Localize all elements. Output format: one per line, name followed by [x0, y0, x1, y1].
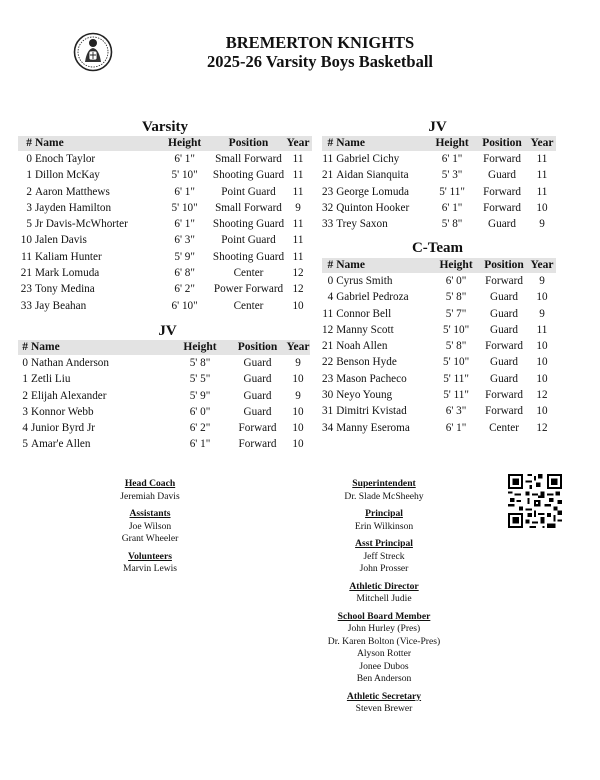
player-height: 5' 11": [443, 389, 469, 402]
player-number: 11: [322, 307, 334, 320]
player-number: 33: [20, 299, 32, 312]
superintendent-label: Superintendent: [352, 478, 416, 489]
player-height: 5' 3": [441, 169, 463, 182]
player-name: Aidan Sianquita: [336, 169, 409, 182]
athletic-director-label: Athletic Director: [349, 580, 419, 592]
player-year: 10: [292, 422, 304, 435]
player-height: 6' 2": [174, 283, 195, 296]
player-year: 12: [292, 267, 304, 280]
player-position: Forward: [485, 275, 523, 287]
player-height: 6' 0": [189, 405, 211, 418]
player-height: 5' 10": [171, 201, 198, 214]
table-row: [322, 387, 556, 403]
assistant-coach-name: Joe Wilson: [128, 520, 172, 532]
player-height: 6' 2": [189, 422, 211, 435]
col-header-year: Year: [528, 258, 556, 273]
player-name: Gabriel Pedroza: [336, 291, 409, 304]
table-row: [322, 273, 556, 289]
player-position: Forward: [483, 201, 521, 214]
table-row: [18, 371, 310, 387]
principal-label: Principal: [365, 508, 403, 519]
player-name: Jr Davis-McWhorter: [34, 218, 128, 231]
player-number: 21: [322, 340, 334, 353]
player-height: 5' 8": [445, 340, 467, 353]
table-row: [18, 232, 312, 248]
player-number: 11: [322, 153, 334, 165]
player-number: 5: [22, 438, 28, 451]
col-header-name: Name: [336, 258, 432, 273]
col-header-num: #: [18, 136, 35, 151]
table-row: [322, 200, 556, 216]
player-height: 5' 10": [171, 169, 198, 182]
player-year: 10: [536, 340, 548, 353]
player-name: Jay Beahan: [34, 299, 87, 312]
table-row: [18, 355, 310, 371]
player-name: Tony Medina: [34, 283, 95, 296]
cteam-roster-table: [322, 258, 556, 436]
player-name: Mason Pacheco: [336, 372, 407, 385]
col-header-name: Name: [31, 340, 171, 355]
school-board-label: School Board Member: [337, 610, 431, 622]
col-header-year: Year: [284, 136, 312, 151]
player-height: 5' 8": [445, 291, 467, 304]
player-number: 32: [322, 201, 334, 214]
player-year: 12: [536, 421, 548, 434]
col-header-num: #: [322, 258, 336, 273]
player-height: 5' 5": [189, 373, 211, 386]
player-name: Connor Bell: [336, 307, 392, 320]
player-height: 6' 3": [445, 405, 467, 418]
table-row: [18, 281, 312, 297]
board-member-name: Dr. Karen Bolton (Vice-Pres): [327, 635, 441, 647]
coaches-block: [90, 478, 210, 576]
athletic-director-name: Mitchell Judie: [356, 593, 412, 604]
player-year: 10: [292, 405, 304, 418]
head-coach-name: Jeremiah Davis: [120, 490, 180, 502]
player-number: 21: [20, 267, 32, 280]
player-number: 12: [322, 323, 334, 336]
col-header-year: Year: [286, 341, 310, 353]
col-header-height: Height: [432, 258, 480, 273]
player-position: Guard: [488, 169, 516, 182]
player-name: Noah Allen: [336, 340, 388, 353]
table-row: [322, 289, 556, 305]
table-header-row: [18, 136, 312, 151]
administration-block: [320, 478, 448, 716]
table-row: [322, 167, 556, 183]
player-position: Center: [489, 421, 519, 434]
assistants-label: Assistants: [129, 508, 171, 519]
player-number: 5: [26, 218, 32, 231]
player-number: 2: [22, 389, 28, 402]
player-name: Junior Byrd Jr: [31, 422, 96, 435]
board-member-name: Jonee Dubos: [359, 660, 409, 672]
player-year: 11: [292, 169, 304, 182]
board-member-name: Ben Anderson: [356, 673, 412, 684]
player-height: 5' 9": [189, 389, 211, 402]
asst-principal-label: Asst Principal: [355, 538, 413, 549]
table-row: [322, 216, 556, 232]
player-year: 11: [292, 153, 304, 165]
player-year: 9: [539, 275, 545, 287]
table-row: [322, 420, 556, 436]
player-name: Dimitri Kvistad: [336, 405, 407, 418]
cteam-heading: C-Team: [411, 240, 464, 256]
player-position: Guard: [243, 405, 272, 418]
volunteers-label: Volunteers: [128, 550, 172, 562]
player-name: Mark Lomuda: [34, 267, 100, 280]
player-position: Guard: [488, 218, 516, 231]
varsity-roster-table: [18, 136, 312, 314]
player-year: 10: [536, 291, 548, 304]
player-number: 4: [22, 422, 28, 435]
player-height: 5' 10": [442, 356, 470, 369]
player-name: Quinton Hooker: [336, 201, 410, 214]
player-position: Forward: [483, 185, 521, 198]
player-number: 2: [26, 185, 32, 198]
table-row: [18, 265, 312, 281]
table-row: [322, 338, 556, 354]
table-row: [18, 404, 310, 420]
player-number: 11: [21, 250, 32, 263]
asst-principal-name: Jeff Streck: [363, 550, 405, 562]
player-position: Guard: [490, 323, 518, 336]
col-header-name: Name: [35, 136, 156, 151]
player-height: 6' 1": [441, 201, 463, 214]
player-year: 10: [536, 372, 548, 385]
player-name: Manny Scott: [336, 323, 394, 336]
col-header-num: #: [322, 136, 336, 151]
player-height: 5' 7": [445, 307, 467, 320]
player-position: Guard: [490, 291, 518, 304]
player-position: Forward: [483, 153, 521, 165]
player-position: Guard: [490, 356, 518, 369]
player-name: Cyrus Smith: [336, 275, 393, 287]
player-position: Small Forward: [215, 201, 282, 214]
player-position: Forward: [238, 422, 277, 435]
player-year: 9: [539, 307, 545, 320]
player-year: 10: [292, 438, 304, 451]
col-header-num: #: [18, 340, 31, 355]
player-height: 5' 8": [189, 357, 211, 369]
player-year: 11: [292, 250, 304, 263]
player-year: 11: [536, 323, 548, 336]
player-year: 10: [536, 405, 548, 418]
head-coach-label: Head Coach: [124, 478, 176, 489]
player-name: Konnor Webb: [31, 405, 94, 418]
player-number: 31: [322, 405, 334, 418]
player-name: Jalen Davis: [34, 234, 87, 247]
board-member-name: Alyson Rotter: [356, 648, 412, 659]
player-position: Small Forward: [215, 153, 282, 165]
player-year: 9: [295, 357, 301, 369]
player-position: Forward: [485, 405, 523, 418]
player-number: 3: [26, 201, 32, 214]
player-number: 33: [322, 218, 334, 231]
player-position: Point Guard: [221, 234, 276, 247]
player-name: Manny Eseroma: [336, 421, 410, 434]
player-position: Guard: [243, 357, 272, 369]
player-position: Center: [233, 299, 264, 312]
player-position: Forward: [485, 340, 523, 353]
player-number: 30: [322, 389, 334, 402]
player-position: Guard: [243, 373, 272, 386]
player-year: 9: [295, 389, 301, 402]
player-name: Nathan Anderson: [31, 357, 109, 369]
player-year: 11: [292, 234, 304, 247]
table-row: [322, 151, 556, 167]
knight-crest-logo: [73, 32, 113, 72]
col-header-height: Height: [171, 340, 229, 355]
col-header-position: Position: [480, 258, 528, 273]
player-year: 9: [295, 201, 301, 214]
player-height: 6' 1": [174, 218, 195, 231]
player-number: 34: [322, 421, 334, 434]
player-number: 1: [22, 373, 28, 386]
player-position: Guard: [243, 389, 272, 402]
table-row: [18, 216, 312, 232]
player-name: Jayden Hamilton: [34, 201, 112, 214]
table-row: [18, 184, 312, 200]
athletic-secretary-label: Athletic Secretary: [346, 690, 422, 702]
col-header-position: Position: [229, 340, 286, 355]
volunteer-name: Marvin Lewis: [122, 563, 178, 574]
player-name: Aaron Matthews: [34, 185, 110, 198]
asst-principal-name: John Prosser: [359, 563, 409, 574]
superintendent-name: Dr. Slade McSheehy: [344, 490, 424, 502]
player-number: 22: [322, 356, 334, 369]
player-year: 10: [536, 356, 548, 369]
player-name: Amar'e Allen: [31, 438, 91, 451]
player-year: 11: [536, 169, 548, 182]
player-height: 5' 8": [441, 218, 463, 231]
player-number: 1: [26, 169, 32, 182]
player-name: Enoch Taylor: [34, 153, 96, 165]
table-row: [322, 371, 556, 387]
col-header-year: Year: [528, 136, 556, 151]
board-member-name: John Hurley (Pres): [347, 623, 421, 634]
player-year: 12: [536, 389, 548, 402]
player-height: 5' 9": [174, 250, 195, 263]
table-header-row: [18, 340, 310, 355]
player-number: 21: [322, 169, 334, 182]
jv-left-heading: JV: [158, 323, 177, 339]
table-row: [18, 249, 312, 265]
player-height: 6' 1": [189, 438, 211, 451]
player-height: 6' 1": [174, 153, 195, 165]
player-position: Forward: [485, 389, 523, 402]
player-number: 3: [22, 405, 28, 418]
player-position: Shooting Guard: [212, 250, 285, 263]
player-number: 4: [327, 291, 334, 304]
player-year: 9: [539, 218, 545, 231]
season-title: 2025-26 Varsity Boys Basketball: [207, 52, 433, 71]
player-height: 5' 11": [443, 372, 469, 385]
player-number: 0: [22, 357, 28, 369]
principal-name: Erin Wilkinson: [354, 520, 414, 532]
school-title: BREMERTON KNIGHTS: [225, 33, 415, 52]
player-year: 11: [536, 185, 548, 198]
table-row: [322, 184, 556, 200]
player-position: Shooting Guard: [212, 218, 285, 231]
player-height: 6' 0": [445, 275, 467, 287]
player-number: 0: [327, 275, 334, 287]
table-row: [18, 388, 310, 404]
player-number: 23: [322, 372, 334, 385]
player-name: Gabriel Cichy: [336, 153, 400, 165]
player-position: Guard: [490, 307, 518, 320]
table-header-row: [322, 136, 556, 151]
player-year: 12: [292, 283, 304, 296]
player-year: 11: [292, 218, 304, 231]
table-row: [322, 403, 556, 419]
player-year: 10: [536, 201, 548, 214]
jv-right-heading: JV: [428, 119, 447, 135]
player-name: Dillon McKay: [34, 169, 100, 182]
col-header-position: Position: [476, 136, 528, 151]
player-name: Kaliam Hunter: [34, 250, 102, 263]
player-position: Guard: [490, 372, 518, 385]
player-number: 23: [20, 283, 32, 296]
player-height: 6' 1": [174, 185, 195, 198]
assistant-coach-name: Grant Wheeler: [121, 533, 179, 544]
player-height: 5' 11": [439, 185, 465, 198]
player-height: 6' 8": [174, 267, 195, 280]
player-height: 6' 1": [445, 421, 467, 434]
player-name: Benson Hyde: [336, 356, 397, 369]
player-year: 11: [536, 153, 548, 165]
table-row: [18, 298, 312, 314]
player-number: 10: [20, 234, 32, 247]
player-position: Forward: [238, 438, 277, 451]
table-row: [322, 354, 556, 370]
player-position: Power Forward: [213, 283, 284, 296]
jv-right-roster-table: [322, 136, 556, 232]
player-number: 23: [322, 185, 334, 198]
qr-code[interactable]: [508, 474, 562, 528]
player-height: 6' 3": [174, 234, 195, 247]
jv-left-roster-table: [18, 340, 310, 453]
player-name: Neyo Young: [336, 389, 393, 402]
table-row: [18, 436, 310, 452]
player-year: 10: [292, 373, 304, 386]
varsity-heading: Varsity: [141, 119, 189, 135]
player-position: Shooting Guard: [212, 169, 285, 182]
table-row: [18, 167, 312, 183]
col-header-position: Position: [213, 136, 284, 151]
table-row: [322, 306, 556, 322]
table-row: [18, 200, 312, 216]
table-row: [322, 322, 556, 338]
player-position: Center: [233, 267, 264, 280]
col-header-height: Height: [156, 136, 213, 151]
player-name: Trey Saxon: [336, 218, 388, 231]
player-year: 11: [292, 185, 304, 198]
player-name: Zetli Liu: [31, 373, 71, 386]
player-height: 5' 10": [442, 323, 470, 336]
col-header-name: Name: [336, 136, 428, 151]
player-height: 6' 1": [441, 153, 463, 165]
table-row: [18, 151, 312, 167]
table-header-row: [322, 258, 556, 273]
player-name: George Lomuda: [336, 185, 409, 198]
player-number: 0: [26, 153, 32, 165]
col-header-height: Height: [428, 136, 476, 151]
player-name: Elijah Alexander: [31, 389, 107, 402]
player-height: 6' 10": [171, 299, 198, 312]
player-year: 10: [292, 299, 304, 312]
athletic-secretary-name: Steven Brewer: [355, 703, 413, 714]
table-row: [18, 420, 310, 436]
player-position: Point Guard: [221, 185, 276, 198]
